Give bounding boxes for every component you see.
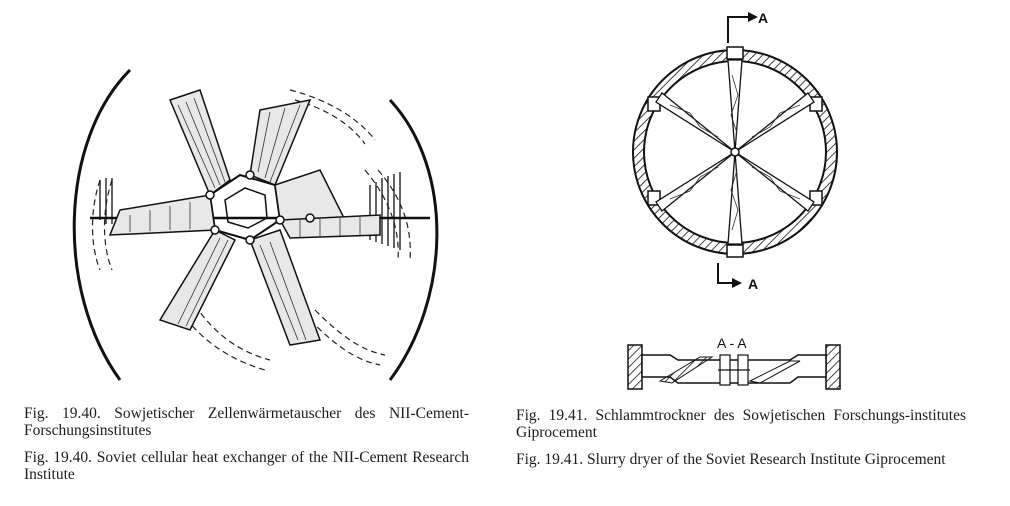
caption-german: Fig. 19.40. Sowjetischer Zellenwärmetauscher des NII-Cement-Forschungsinstitutes <box>24 405 469 439</box>
section-label-bottom: A <box>748 276 759 292</box>
caption-english: Fig. 19.40. Soviet cellular heat exchanger of the NII-Cement Research Institute <box>24 449 469 483</box>
caption-block-fig-19-41 <box>516 407 966 478</box>
section-aa-view <box>628 345 840 389</box>
section-marker-top <box>728 10 768 43</box>
caption-block-fig-19-40 <box>24 405 469 493</box>
caption-german: Fig. 19.41. Schlammtrockner des Sowjetischen Forschungs-institutes Giprocement <box>516 407 966 441</box>
section-marker-bottom <box>718 263 758 292</box>
section-title: A - A <box>717 335 747 351</box>
heat-exchanger-drawing <box>60 60 460 390</box>
section-label-top: A <box>758 10 769 26</box>
caption-english: Fig. 19.41. Slurry dryer of the Soviet Research Institute Giprocement <box>516 451 946 468</box>
slurry-dryer-drawing <box>600 5 880 395</box>
